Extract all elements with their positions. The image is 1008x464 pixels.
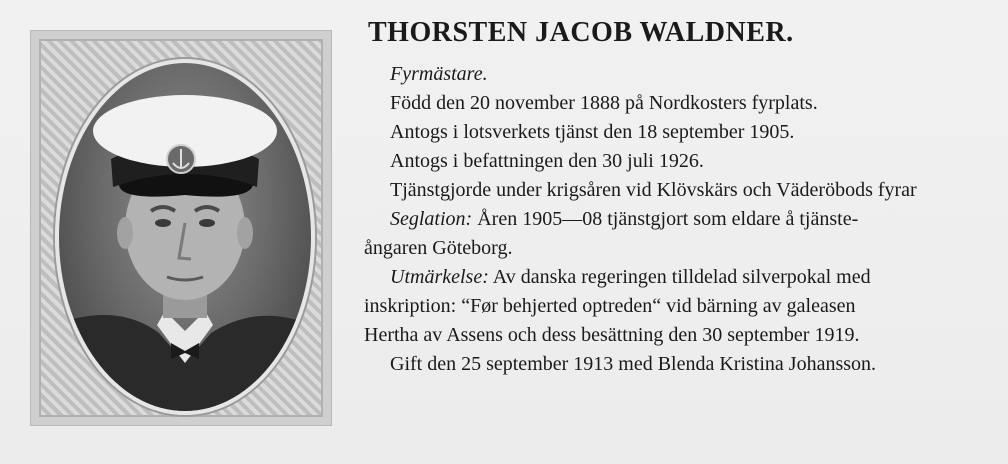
honours-text-1: Av danska regeringen tilldelad silverpokal med	[492, 266, 871, 288]
portrait-oval	[55, 59, 315, 415]
appointed-line: Antogs i befattningen den 30 juli 1926.	[390, 150, 704, 172]
sailing-line-2: ångaren Göteborg.	[364, 237, 513, 259]
portrait-photo	[59, 63, 311, 411]
honours-label: Utmärkelse:	[390, 266, 489, 288]
war-service-line: Tjänstgjorde under krigsåren vid Klövskärs och Väderöbods fyrar	[390, 179, 917, 201]
hired-line: Antogs i lotsverkets tjänst den 18 september 1905.	[390, 121, 795, 143]
biography	[364, 16, 988, 379]
marriage-line: Gift den 25 september 1913 med Blenda Kristina Johansson.	[390, 353, 877, 375]
sailing-label: Seglation:	[390, 208, 473, 230]
portrait-frame	[30, 30, 332, 426]
person-name: THORSTEN JACOB WALDNER.	[368, 17, 794, 48]
birth-line: Född den 20 november 1888 på Nordkosters fyrplats.	[390, 92, 818, 114]
honours-line-1	[368, 263, 988, 292]
sailing-text-1: Åren 1905—08 tjänstgjort som eldare å tjänste-	[477, 208, 859, 230]
honours-line-2: inskription: “Før behjerted optreden“ vid bärning av galeasen	[364, 295, 856, 317]
job-title: Fyrmästare.	[390, 63, 488, 85]
sailing-line-1	[368, 205, 988, 234]
honours-line-3: Hertha av Assens och dess besättning den 30 september 1919.	[364, 324, 860, 346]
